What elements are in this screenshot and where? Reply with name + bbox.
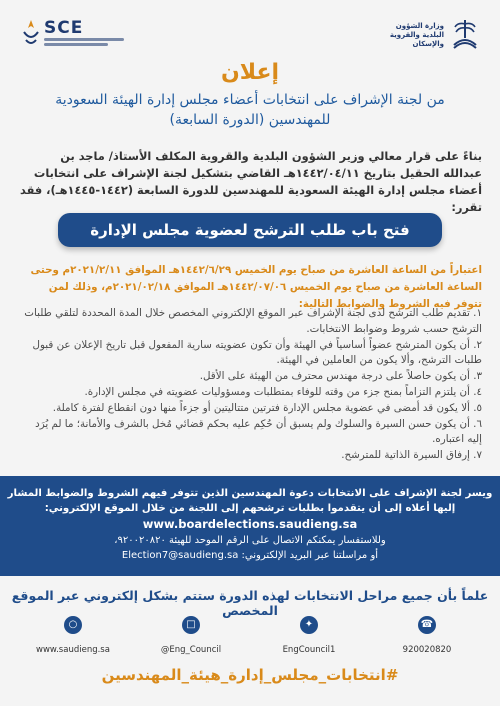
contact-label: EngCouncil1 — [282, 645, 336, 655]
header — [20, 14, 480, 60]
globe-icon: ○ — [64, 616, 82, 634]
condition-item: ١. تقديم طلب الترشح لدى لجنة الإشراف عبر الموقع الإلكتروني المخصص خلال المدة المحددة لتلقي طلبات الترشح حسب شروط وضوابط الانتخابات. — [24, 307, 482, 335]
instagram-icon: □ — [182, 616, 200, 634]
palm-swords-emblem-icon — [450, 18, 480, 52]
contact-twitter[interactable] — [254, 616, 364, 656]
phone-icon: ☎ — [418, 616, 436, 634]
condition-item: ٢. أن يكون المترشح عضواً أساسياً في الهيئة وأن تكون عضويته سارية المفعول قبل تاريخ الإعلان عن قبول طلبات الترشح، وألا يكون من العاملين في الهيئة. — [32, 338, 482, 367]
sce-name: SCE — [44, 18, 84, 38]
elections-url-link[interactable]: www.boardelections.saudieng.sa — [142, 517, 358, 531]
ministry-name: وزارة الشؤون البلدية والقروية والإسكان — [389, 22, 444, 48]
announcement-title: إعلان — [220, 60, 280, 85]
contact-label: @Eng_Council — [160, 645, 222, 655]
condition-item: ٦. أن يكون حسن السيرة والسلوك ولم يسبق أن حُكِم عليه بحكم قضائي مُخل بالشرف والأمانة؛ ما لم يُرَد إليه اعتباره. — [35, 417, 482, 446]
ministry-logo — [360, 18, 480, 58]
condition-item: ٧. إرفاق السيرة الذاتية للمترشح. — [341, 449, 482, 462]
twitter-icon: ✦ — [300, 616, 318, 634]
sce-emblem-icon — [20, 18, 42, 48]
electronic-note: علماً بأن جميع مراحل الانتخابات لهذه الدورة ستتم بشكل إلكتروني عبر الموقع المخصص — [11, 588, 489, 618]
contacts-row — [14, 616, 486, 656]
nomination-banner: فتح باب طلب الترشح لعضوية مجلس الإدارة — [58, 213, 442, 247]
condition-item: ٤. أن يلتزم التزاماً بمنح جزء من وقته للوفاء بمتطلبات ومسؤوليات عضويته في مجلس الإدارة. — [84, 385, 482, 398]
email-inquiry-text: أو مراسلتنا عبر البريد الإلكتروني: Election7@saudieng.sa — [121, 550, 379, 561]
sce-subtitle-lines — [44, 38, 124, 50]
intro-paragraph: بناءً على قرار معالي وزير الشؤون البلدية والقروية المكلف الأستاذ/ ماجد بن عبدالله الحقيل بتاريخ ١٤٤٢/٠٤/١١هـ القاضي بتشكيل لجنة الإشراف على انتخابات أعضاء مجلس إدارة الهيئة السعودية للمهندسين للدورة السابعة (١٤٤٢-١٤٤٥هـ)، فقد تقرر: — [19, 149, 482, 214]
condition-item: ٥. ألا يكون قد أمضى في عضوية مجلس الإدارة فترتين متتاليتين أو جزءاً منها دون انقطاع لفترة كاملة. — [52, 401, 482, 414]
sce-logo — [20, 18, 160, 58]
contact-instagram[interactable] — [136, 616, 246, 656]
dates-paragraph: اعتباراً من الساعة العاشرة من صباح يوم الخميس ١٤٤٢/٦/٢٩هـ الموافق ٢٠٢١/٢/١١م وحتى الساعة العاشرة من صباح يوم الخميس ١٤٤٢/٠٧/٠٦هـ الموافق ٢٠٢١/٠٢/١٨م، وذلك لمن تتوفر فيه الشروط والضوابط التالية: — [30, 264, 482, 310]
phone-inquiry-text: وللاستفسار يمكنكم الاتصال على الرقم الموحد للهيئة ٩٢٠٠٢٠٨٢٠، — [114, 535, 386, 546]
invitation-block — [0, 476, 500, 576]
conditions-list — [18, 306, 482, 464]
invitation-text: ويسر لجنة الإشراف على الانتخابات دعوة المهندسين الذين تتوفر فيهم الشروط والضوابط المشار إليها أعلاه إلى أن يتقدموا بطلبات ترشحهم إلى اللجنة من خلال الموقع الإلكتروني: — [7, 488, 493, 514]
condition-item: ٣. أن يكون حاصلاً على درجة مهندس محترف من الهيئة على الأقل. — [199, 370, 482, 383]
contact-label: 920020820 — [402, 645, 452, 655]
contact-phone[interactable] — [372, 616, 482, 656]
announcement-subtitle: من لجنة الإشراف على انتخابات أعضاء مجلس إدارة الهيئة السعودية للمهندسين (الدورة السابعة) — [55, 92, 445, 128]
contact-website[interactable] — [18, 616, 128, 656]
elections-hashtag: #انتخابات_مجلس_إدارة_هيئة_المهندسين — [101, 666, 399, 684]
contact-label: www.saudieng.sa — [36, 645, 110, 655]
